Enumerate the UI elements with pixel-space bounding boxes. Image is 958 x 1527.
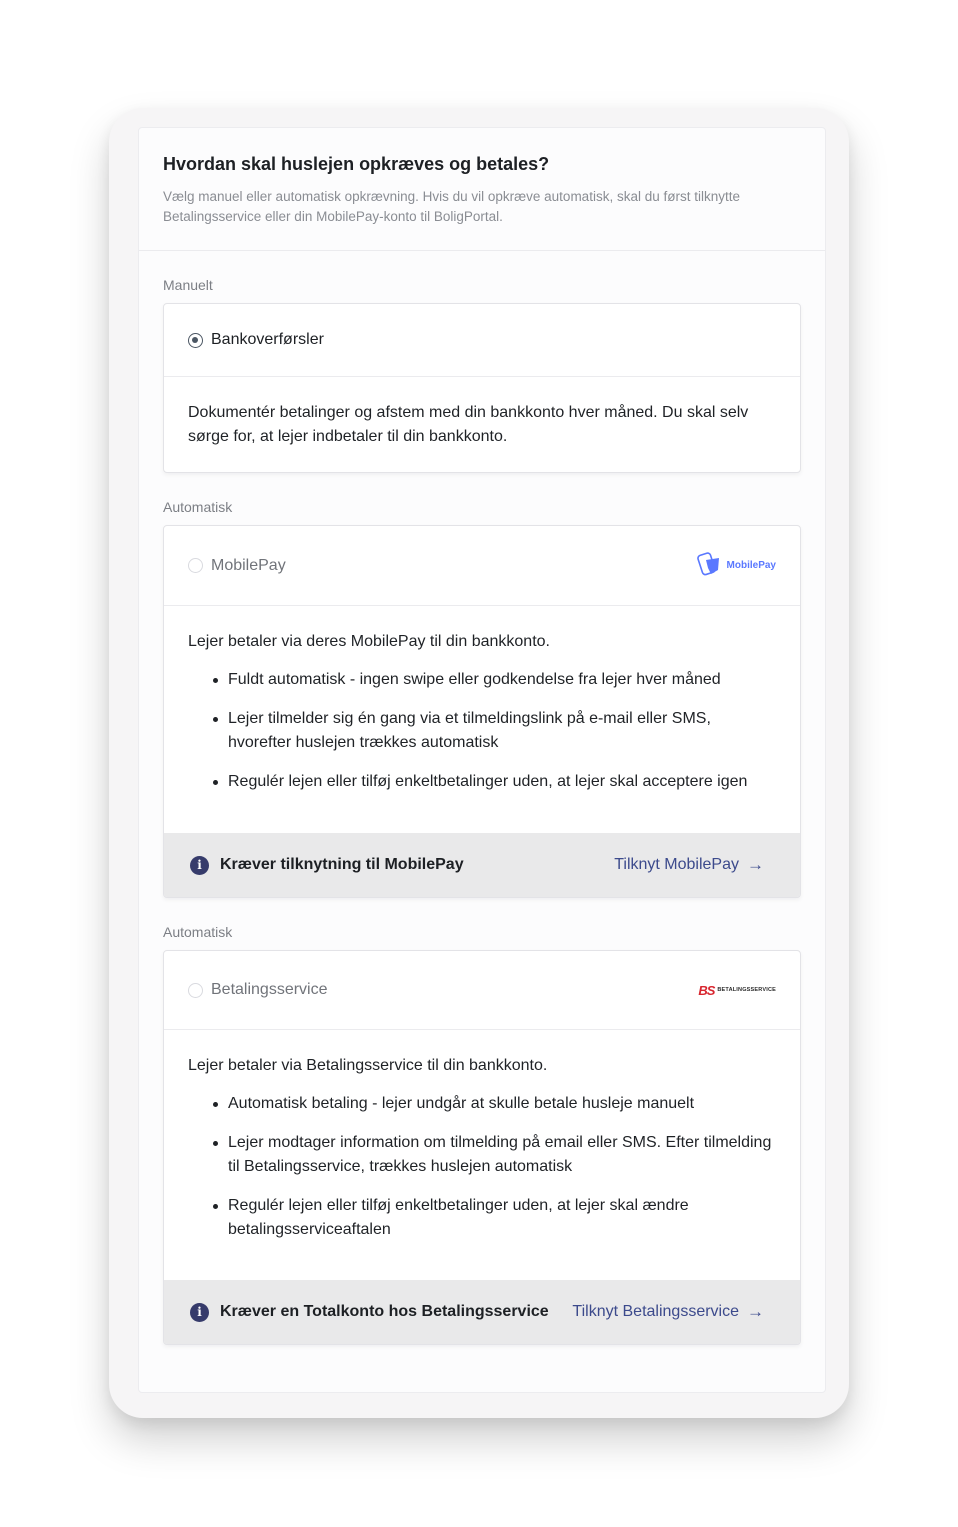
connect-betalingsservice-label: Tilknyt Betalingsservice	[572, 1303, 739, 1320]
option-label-mobilepay: MobilePay	[211, 556, 286, 574]
option-header-mobilepay[interactable]	[164, 526, 800, 606]
device-frame	[109, 108, 849, 1418]
option-label-betalingsservice: Betalingsservice	[211, 981, 328, 998]
option-body-betalingsservice	[164, 1030, 800, 1242]
radio-bank-transfer[interactable]	[188, 333, 203, 348]
bank-transfer-description: Dokumentér betalinger og afstem med din bankkonto hver måned. Du skal selv sørge for, at lejer indbetaler til din bankkonto.	[188, 404, 749, 445]
radio-row-bank-transfer[interactable]	[188, 331, 324, 349]
betalingsservice-requirement-text: Kræver en Totalkonto hos Betalingsservice	[220, 1303, 549, 1320]
mobilepay-logo-icon	[697, 552, 723, 580]
list-item: Fuldt automatisk - ingen swipe eller godkendelse fra lejer hver måned	[188, 668, 776, 692]
option-body-mobilepay	[164, 606, 800, 794]
radio-betalingsservice[interactable]	[188, 983, 203, 998]
section-label-manual: Manuelt	[163, 277, 213, 293]
betalingsservice-logo-text: BETALINGSSERVICE	[717, 987, 776, 993]
radio-row-mobilepay[interactable]	[188, 557, 286, 575]
info-icon: i	[190, 856, 209, 875]
panel-header	[139, 128, 825, 251]
option-card-betalingsservice[interactable]	[163, 950, 801, 1345]
mobilepay-logo-text: MobilePay	[726, 560, 776, 571]
connect-betalingsservice-link[interactable]	[572, 1302, 764, 1322]
section-label-betalingsservice: Automatisk	[163, 924, 233, 940]
radio-mobilepay[interactable]	[188, 558, 203, 573]
mobilepay-logo	[697, 552, 776, 580]
list-item: Regulér lejen eller tilføj enkeltbetalinger uden, at lejer skal ændre betalingsserviceaftalen	[188, 1194, 776, 1242]
list-item: Lejer tilmelder sig én gang via et tilmeldingslink på e-mail eller SMS, hvorefter huslejen trækkes automatisk	[188, 707, 776, 755]
page-title: Hvordan skal huslejen opkræves og betales?	[163, 154, 550, 174]
list-item: Automatisk betaling - lejer undgår at skulle betale husleje manuelt	[188, 1092, 776, 1116]
option-card-bank-transfer[interactable]	[163, 303, 801, 473]
arrow-right-icon: →	[747, 1302, 764, 1321]
arrow-right-icon: →	[747, 855, 764, 874]
mobilepay-requirement	[190, 856, 464, 875]
betalingsservice-logo	[698, 983, 776, 998]
page-description: Vælg manuel eller automatisk opkrævning. Hvis du vil opkræve automatisk, skal du først tilknytte Betalingsservice eller din MobilePay-konto til BoligPortal.	[163, 189, 740, 224]
connect-mobilepay-label: Tilknyt MobilePay	[614, 856, 739, 873]
betalingsservice-requirement-bar	[164, 1280, 800, 1344]
option-label-bank-transfer: Bankoverførsler	[211, 331, 324, 348]
option-body-bank-transfer	[164, 377, 800, 449]
radio-row-betalingsservice[interactable]	[188, 981, 328, 999]
betalingsservice-logo-mark: BS	[698, 982, 715, 998]
option-header-bank-transfer[interactable]	[164, 304, 800, 377]
betalingsservice-requirement	[190, 1303, 549, 1322]
list-item: Lejer modtager information om tilmelding på email eller SMS. Efter tilmelding til Betalingsservice, trækkes huslejen automatisk	[188, 1131, 776, 1179]
payment-method-panel	[138, 127, 826, 1393]
connect-mobilepay-link[interactable]	[614, 855, 764, 875]
list-item: Regulér lejen eller tilføj enkeltbetalinger uden, at lejer skal acceptere igen	[188, 770, 776, 794]
info-icon: i	[190, 1303, 209, 1322]
option-card-mobilepay[interactable]	[163, 525, 801, 898]
section-label-mobilepay: Automatisk	[163, 499, 233, 515]
mobilepay-requirement-text: Kræver tilknytning til MobilePay	[220, 856, 464, 873]
mobilepay-requirement-bar	[164, 833, 800, 897]
option-header-betalingsservice[interactable]	[164, 951, 800, 1030]
mobilepay-feature-list	[188, 668, 776, 794]
betalingsservice-intro: Lejer betaler via Betalingsservice til din bankkonto.	[188, 1057, 548, 1074]
betalingsservice-feature-list	[188, 1092, 776, 1242]
mobilepay-intro: Lejer betaler via deres MobilePay til din bankkonto.	[188, 633, 550, 650]
